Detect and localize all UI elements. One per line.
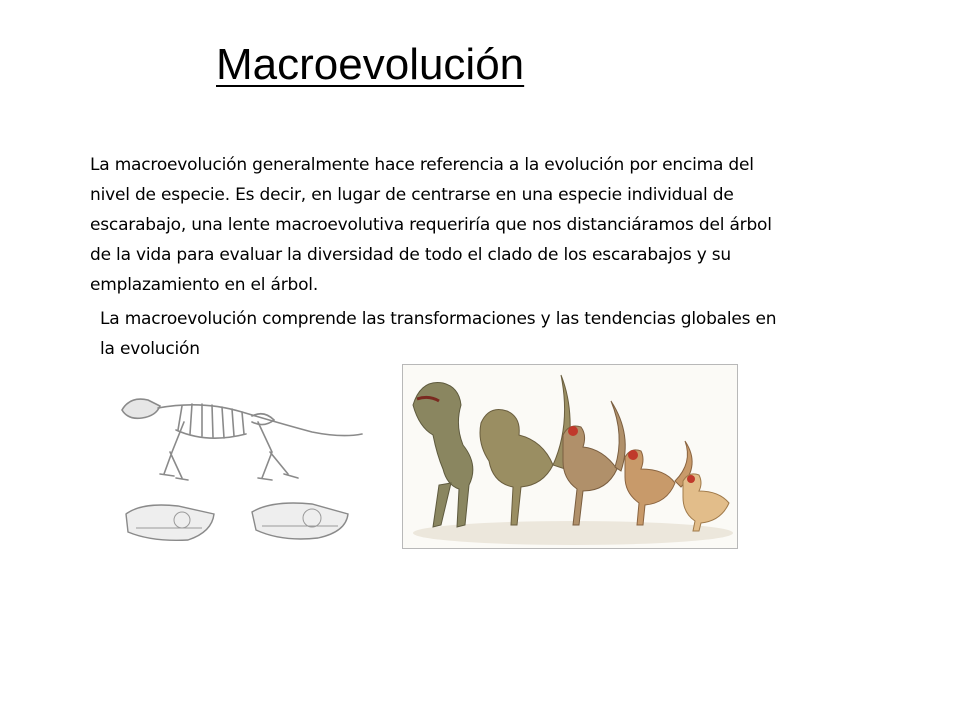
dinosaur-to-chicken-illustration bbox=[402, 364, 738, 549]
evolution-sequence-icon bbox=[403, 365, 738, 549]
skeleton-icon bbox=[112, 382, 368, 562]
slide-title: Macroevolución bbox=[216, 40, 525, 89]
fossil-skeleton-illustration bbox=[112, 382, 368, 562]
paragraph-transformations: La macroevolución comprende las transformaciones y las tendencias globales en la evolución bbox=[100, 309, 777, 359]
paragraph-definition: La macroevolución generalmente hace referencia a la evolución por encima del nivel de especie. Es decir, en lugar de centrarse en una especie individual de escarabajo, una lente macroevolutiva requeriría que nos distanciáramos del árbol de la vida para evaluar la diversidad de todo el clado de los escarabajos y su emplazamiento en el árbol. bbox=[90, 155, 772, 295]
